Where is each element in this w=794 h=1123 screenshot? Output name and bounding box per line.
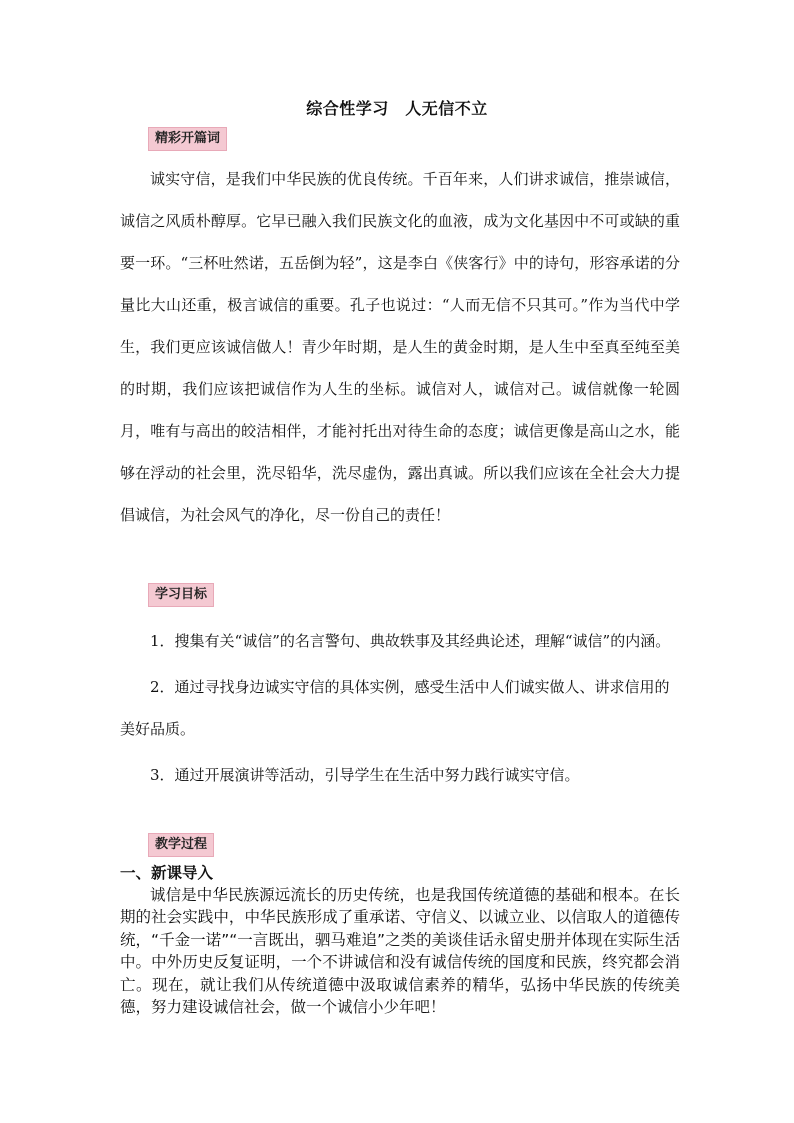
opening-section xyxy=(120,158,680,536)
process-heading: 一、新课导入 xyxy=(120,864,214,882)
page-title: 综合性学习 人无信不立 xyxy=(306,99,488,118)
section-tag-opening: 精彩开篇词 xyxy=(148,127,227,151)
process-paragraph: 诚信是中华民族源远流长的历史传统，也是我国传统道德的基础和根本。在长期的社会实践中，中华民族形成了重承诺、守信义、以诚立业、以信取人的道德传统，“千金一诺”“一言既出，驷马难追”之类的美谈佳话永留史册并体现在实际生活中。中外历史反复证明，一个不讲诚信和没有诚信传统的国度和民族，终究都会消亡。现在，就让我们从传统道德中汲取诚信素养的精华，弘扬中华民族的传统美德，努力建设诚信社会，做一个诚信小少年吧！ xyxy=(120,886,680,1017)
process-section xyxy=(120,862,680,1018)
goals-list xyxy=(120,620,680,796)
goal-item-1: 1．搜集有关“诚信”的名言警句、典故轶事及其经典论述，理解“诚信”的内涵。 xyxy=(150,632,671,650)
section-tag-goals: 学习目标 xyxy=(148,583,214,607)
goal-item-2: 2．通过寻找身边诚实守信的具体实例，感受生活中人们诚实做人、讲求信用的美好品质。 xyxy=(120,678,670,738)
section-tag-process: 教学过程 xyxy=(148,833,214,857)
goal-item-3: 3．通过开展演讲等活动，引导学生在生活中努力践行诚实守信。 xyxy=(150,766,580,784)
opening-paragraph: 诚实守信，是我们中华民族的优良传统。千百年来，人们讲求诚信，推崇诚信，诚信之风质朴醇厚。它早已融入我们民族文化的血液，成为文化基因中不可或缺的重要一环。“三杯吐然诺，五岳倒为轻”，这是李白《侠客行》中的诗句，形容承诺的分量比大山还重，极言诚信的重要。孔子也说过：“人而无信不只其可。”作为当代中学生，我们更应该诚信做人！青少年时期，是人生的黄金时期，是人生中至真至纯至美的时期，我们应该把诚信作为人生的坐标。诚信对人，诚信对己。诚信就像一轮圆月，唯有与高出的皎洁相伴，才能衬托出对待生命的态度；诚信更像是高山之水，能够在浮动的社会里，洗尽铅华，洗尽虚伪，露出真诚。所以我们应该在全社会大力提倡诚信，为社会风气的净化，尽一份自己的责任！ xyxy=(120,170,680,524)
